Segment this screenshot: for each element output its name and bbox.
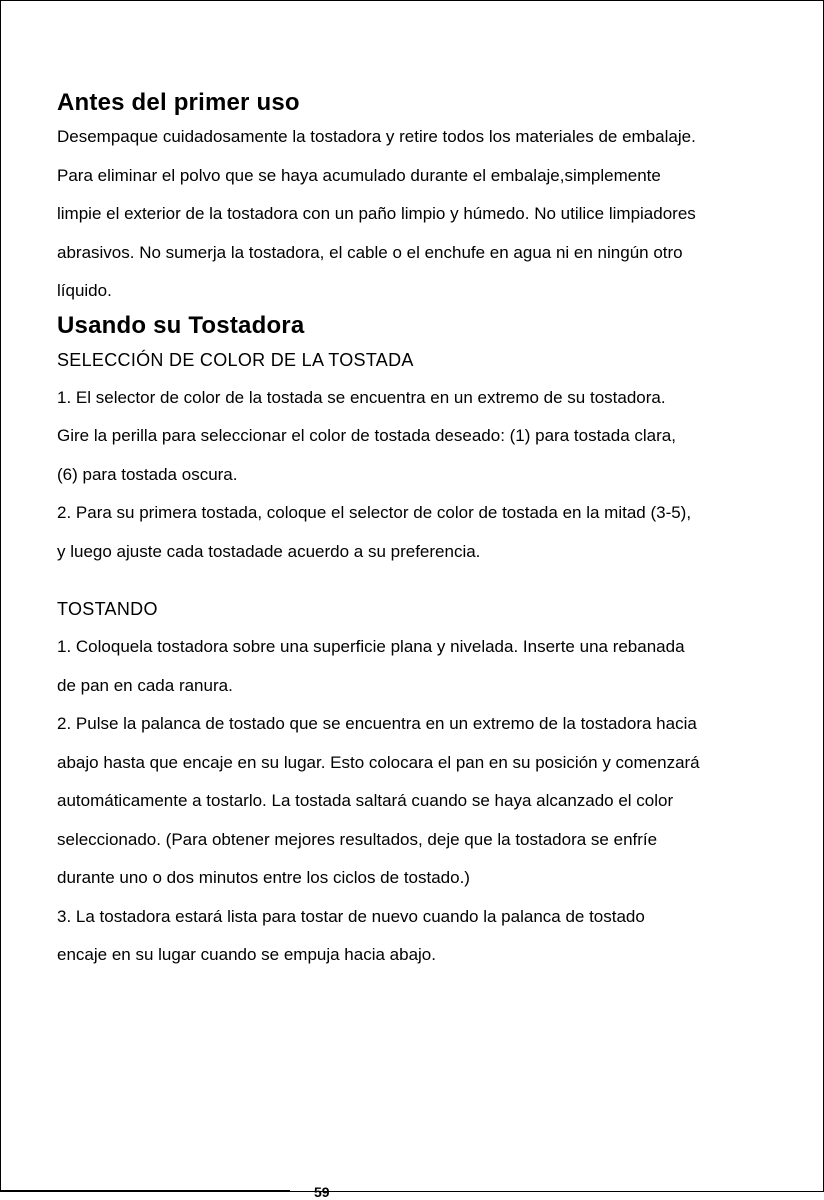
page-number: 59 <box>314 1184 330 1200</box>
toasting-step-1: 1. Coloquela tostadora sobre una superficie plana y nivelada. Inserte una rebanada de pan en cada ranura. <box>57 637 685 695</box>
intro-paragraph: Desempaque cuidadosamente la tostadora y retire todos los materiales de embalaje. Para eliminar el polvo que se haya acumulado durante el embalaje,simplemente limpie el exterior de la tostadora con un paño limpio y húmedo. No utilice limpiadores abrasivos. No sumerja la tostadora, el cable o el enchufe en agua ni en ningún otro líquido. <box>57 127 696 300</box>
toasting-heading: TOSTANDO <box>57 599 158 619</box>
footer-rule <box>0 1190 290 1192</box>
toasting-step-2: 2. Pulse la palanca de tostado que se encuentra en un extremo de la tostadora hacia abajo hasta que encaje en su lugar. Esto colocara el pan en su posición y comenzará automáticamente a tostarlo. La tostada saltará cuando se haya alcanzado el color seleccionado. (Para obtener mejores resultados, deje que la tostadora se enfríe durante uno o dos minutos entre los ciclos de tostado.) <box>57 714 700 887</box>
document-body <box>57 88 787 975</box>
color-step-2: 2. Para su primera tostada, coloque el selector de color de tostada en la mitad (3-5), y luego ajuste cada tostadade acuerdo a su preferencia. <box>57 503 692 561</box>
color-step-1: 1. El selector de color de la tostada se encuentra en un extremo de su tostadora. Gire la perilla para seleccionar el color de tostada deseado: (1) para tostada clara, (6) para tostada oscura. <box>57 387 676 484</box>
intro-heading: Antes del primer uso <box>57 89 300 116</box>
usage-heading: Usando su Tostadora <box>57 311 305 339</box>
section-spacer <box>57 571 787 590</box>
toasting-step-3: 3. La tostadora estará lista para tostar de nuevo cuando la palanca de tostado encaje en su lugar cuando se empuja hacia abajo. <box>57 906 645 964</box>
color-selection-heading: SELECCIÓN DE COLOR DE LA TOSTADA <box>57 349 414 370</box>
